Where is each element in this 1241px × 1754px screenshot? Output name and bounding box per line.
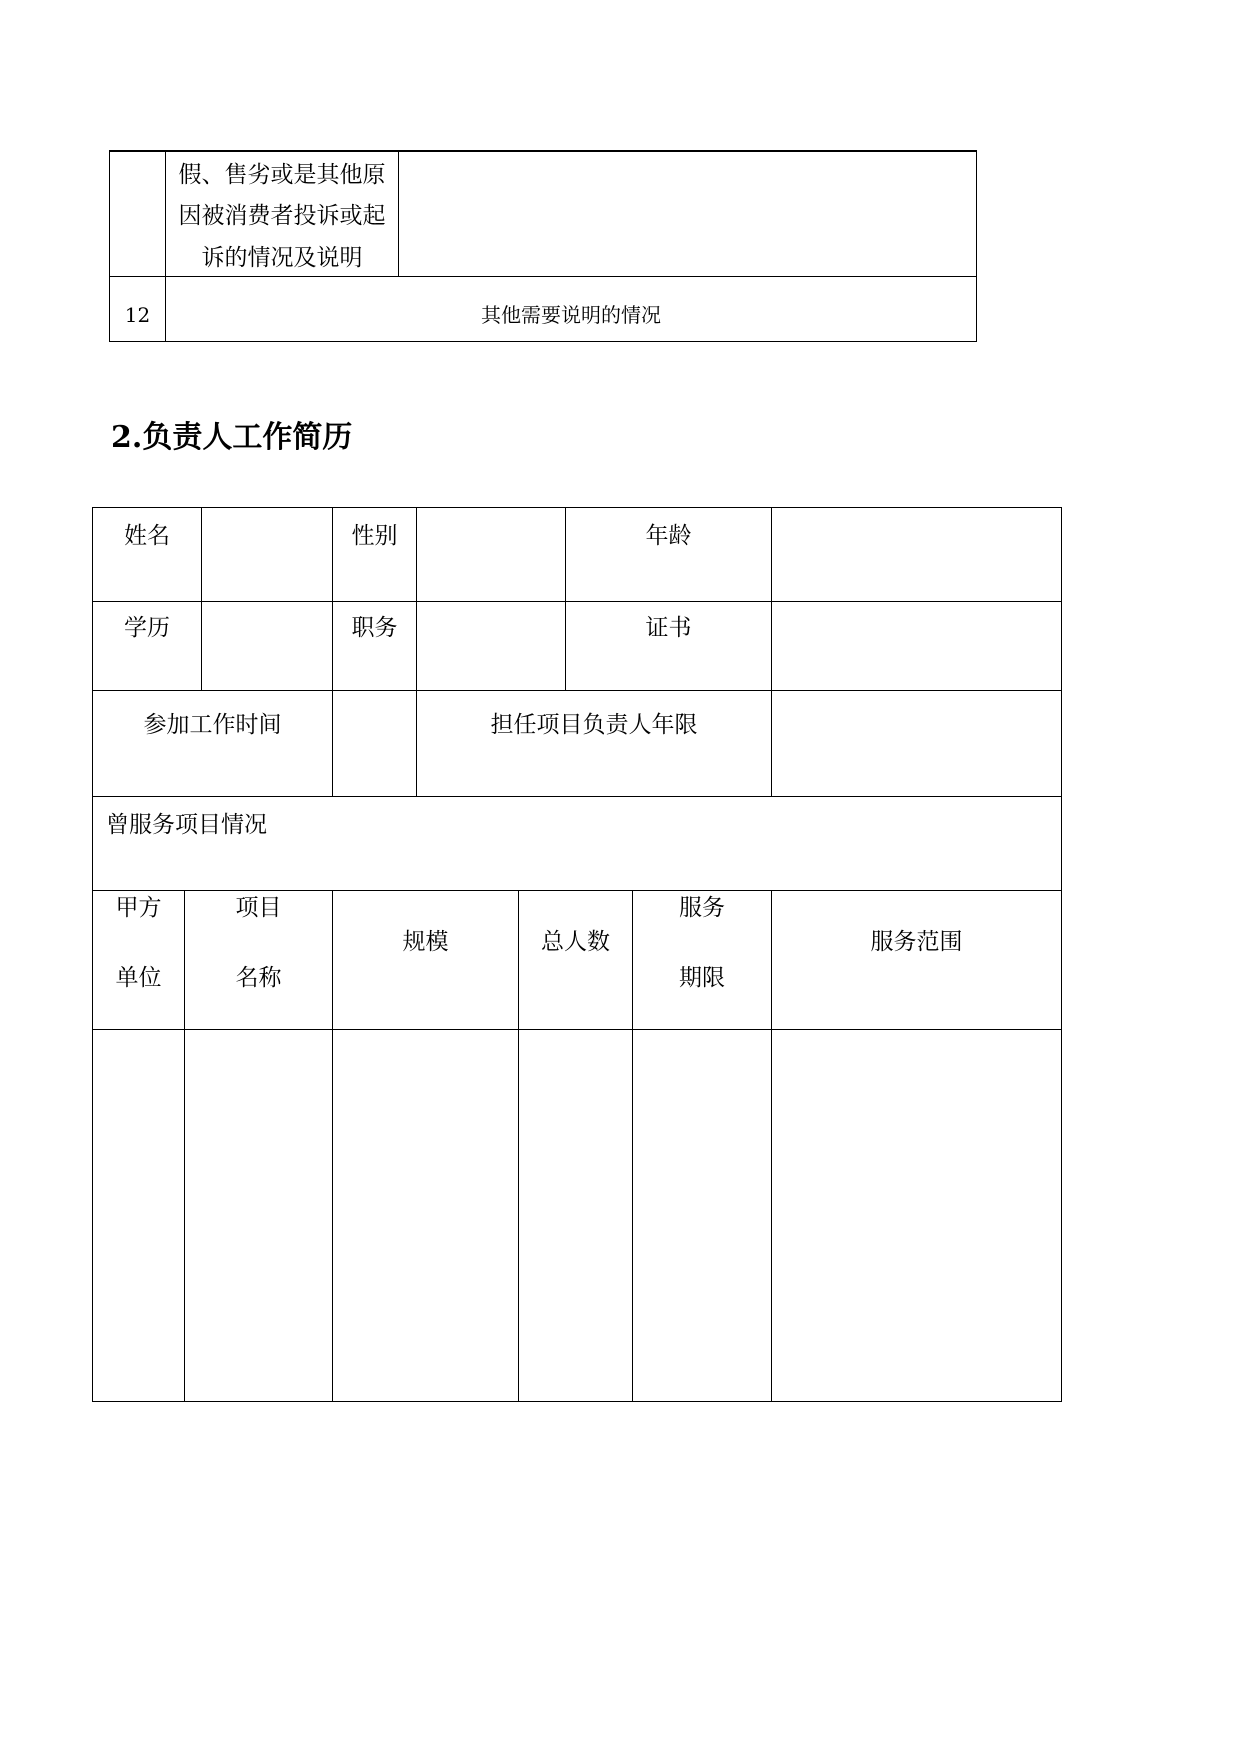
col-headcount: 总人数 <box>541 929 610 955</box>
table-border <box>92 796 1062 797</box>
table-border <box>201 507 202 691</box>
table-border <box>332 507 333 796</box>
table-border <box>109 150 977 152</box>
section-heading: 2.负责人工作简历 <box>111 420 353 455</box>
table-border <box>92 890 1062 891</box>
table-border <box>398 150 399 277</box>
name-label: 姓名 <box>124 523 170 549</box>
col-client-line1: 甲方 <box>115 895 162 921</box>
table-border <box>332 890 333 1402</box>
col-project-line1: 项目 <box>235 895 282 921</box>
table-border <box>518 890 519 1402</box>
row11-text-line2: 因被消费者投诉或起 <box>178 203 386 229</box>
table-border <box>771 507 772 796</box>
table-border <box>92 507 1062 508</box>
education-label: 学历 <box>124 615 170 641</box>
col-term-line1: 服务 <box>679 895 725 921</box>
table-border <box>92 1029 1062 1030</box>
pm-years-label: 担任项目负责人年限 <box>490 712 698 738</box>
table-border <box>416 507 417 796</box>
table-border <box>109 341 977 342</box>
col-term-line2: 期限 <box>679 965 725 991</box>
table-border <box>771 890 772 1402</box>
table-border <box>92 1401 1062 1402</box>
col-scale: 规模 <box>402 929 449 955</box>
row11-text-line1: 假、售劣或是其他原 <box>178 162 386 188</box>
table-border <box>1061 507 1062 1402</box>
col-project-line2: 名称 <box>235 965 282 991</box>
table-border <box>92 507 93 1402</box>
position-label: 职务 <box>351 615 398 641</box>
work-start-label: 参加工作时间 <box>143 712 282 738</box>
past-projects-label: 曾服务项目情况 <box>106 812 267 838</box>
certificate-label: 证书 <box>645 615 692 641</box>
table-border <box>92 601 1062 602</box>
table-border <box>109 276 977 277</box>
row12-number: 12 <box>124 303 151 327</box>
col-client-line2: 单位 <box>115 965 162 991</box>
table-border <box>976 150 977 342</box>
age-label: 年龄 <box>645 523 692 549</box>
gender-label: 性别 <box>351 523 398 549</box>
row11-text-line3: 诉的情况及说明 <box>201 245 363 271</box>
row12-text: 其他需要说明的情况 <box>481 303 661 327</box>
col-scope: 服务范围 <box>870 929 963 955</box>
table-border <box>92 690 1062 691</box>
